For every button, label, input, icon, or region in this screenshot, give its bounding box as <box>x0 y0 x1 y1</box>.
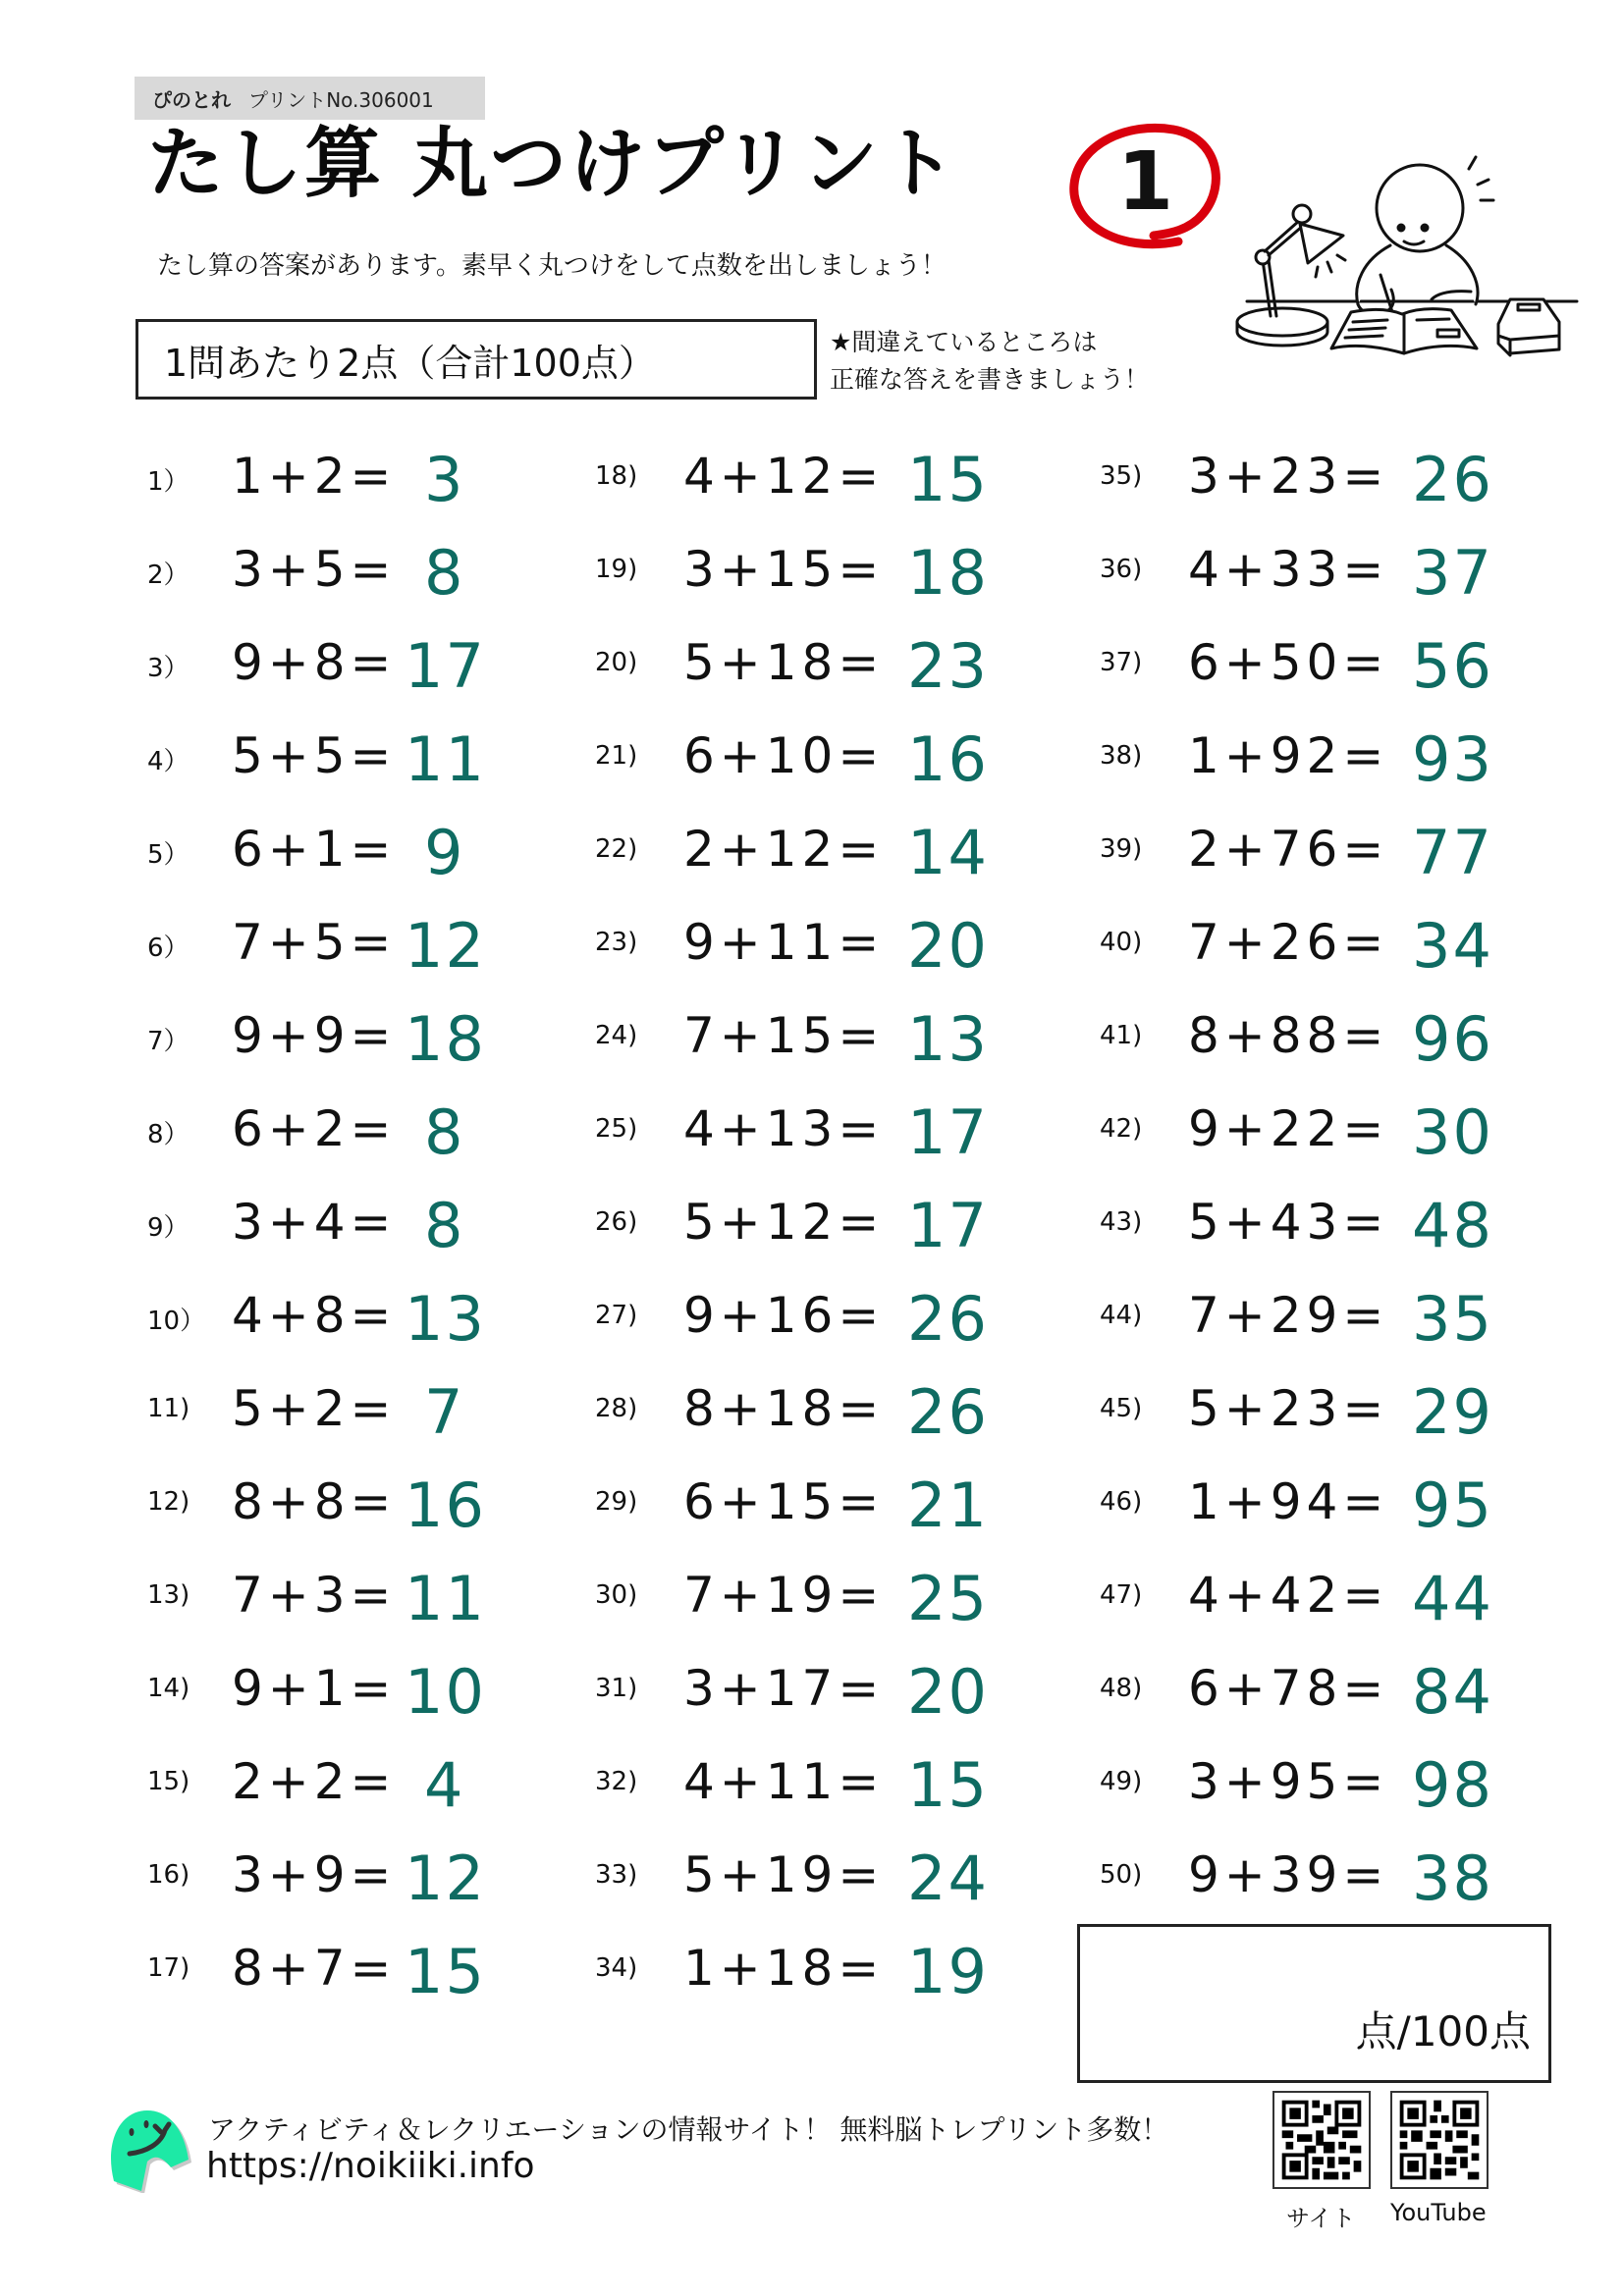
written-answer[interactable]: 25 <box>907 1563 989 1634</box>
problem-number: 21) <box>595 741 638 771</box>
problem-number: 14) <box>147 1674 190 1703</box>
problem-row <box>147 537 619 630</box>
problem-number: 3） <box>147 654 189 683</box>
problem-row <box>147 1469 619 1563</box>
written-answer[interactable]: 26 <box>907 1283 989 1355</box>
problem-row <box>595 1096 1066 1190</box>
problem-row <box>147 1563 619 1656</box>
written-answer[interactable]: 16 <box>907 723 989 795</box>
written-answer[interactable]: 84 <box>1412 1656 1493 1728</box>
written-answer[interactable]: 98 <box>1412 1749 1493 1821</box>
problem-number: 41) <box>1100 1021 1143 1050</box>
problem-equation: 4+8= <box>232 1287 397 1344</box>
written-answer[interactable]: 56 <box>1412 630 1493 702</box>
score-label: 点/100点 <box>1355 2007 1531 2056</box>
problem-row <box>147 1656 619 1749</box>
problem-number: 7） <box>147 1027 189 1056</box>
written-answer[interactable]: 95 <box>1412 1469 1493 1541</box>
qr-code-icon <box>1274 2093 1369 2187</box>
written-answer[interactable]: 4 <box>424 1749 465 1821</box>
print-number: プリントNo.306001 <box>248 87 434 112</box>
problem-number: 39) <box>1100 834 1143 864</box>
problem-number: 13) <box>147 1580 190 1610</box>
problem-number: 12) <box>147 1487 190 1517</box>
problem-number: 15) <box>147 1767 190 1796</box>
problem-row <box>147 1936 619 2029</box>
problem-number: 11) <box>147 1394 190 1423</box>
problem-row <box>595 537 1066 630</box>
problem-row <box>1100 1749 1571 1842</box>
studying-person-illustration <box>1206 147 1618 373</box>
written-answer[interactable]: 30 <box>1412 1096 1493 1168</box>
problem-number: 27) <box>595 1301 638 1330</box>
problem-equation: 5+2= <box>232 1380 397 1437</box>
worksheet-number-text: 1 <box>1117 135 1174 229</box>
problem-number: 22) <box>595 834 638 864</box>
problem-equation: 8+7= <box>232 1940 397 1997</box>
problem-number: 1） <box>147 467 189 497</box>
brand-name: ぴのとれ <box>152 87 231 112</box>
problem-equation: 1+2= <box>232 448 397 505</box>
problem-equation: 4+42= <box>1188 1567 1389 1624</box>
problem-number: 28) <box>595 1394 638 1423</box>
problem-equation: 2+12= <box>683 821 885 878</box>
written-answer[interactable]: 17 <box>907 1096 989 1168</box>
problem-row <box>147 910 619 1003</box>
problem-equation: 5+43= <box>1188 1194 1389 1251</box>
problem-equation: 4+33= <box>1188 541 1389 598</box>
problem-equation: 4+11= <box>683 1753 885 1810</box>
problem-equation: 9+8= <box>232 634 397 691</box>
problem-equation: 3+9= <box>232 1846 397 1903</box>
problem-row <box>595 444 1066 537</box>
points-info-box: 1問あたり2点（合計100点） <box>135 319 817 400</box>
written-answer[interactable]: 93 <box>1412 723 1493 795</box>
problem-number: 43) <box>1100 1207 1143 1237</box>
problem-equation: 8+18= <box>683 1380 885 1437</box>
problem-equation: 3+4= <box>232 1194 397 1251</box>
written-answer[interactable]: 15 <box>907 444 989 515</box>
problem-number: 34) <box>595 1953 638 1983</box>
problem-equation: 9+16= <box>683 1287 885 1344</box>
problem-equation: 7+5= <box>232 914 397 971</box>
footer-tagline: アクティビティ＆レクリエーションの情報サイト！ 無料脳トレプリント多数！ <box>208 2113 1169 2146</box>
problem-number: 6） <box>147 934 189 963</box>
problem-equation: 3+15= <box>683 541 885 598</box>
site-qr-code[interactable] <box>1272 2091 1371 2189</box>
problem-row <box>1100 1656 1571 1749</box>
problem-equation: 5+23= <box>1188 1380 1389 1437</box>
written-answer[interactable]: 13 <box>907 1003 989 1075</box>
problem-row <box>147 1376 619 1469</box>
print-number-badge <box>135 77 485 120</box>
written-answer[interactable]: 18 <box>405 1003 486 1075</box>
problem-equation: 2+76= <box>1188 821 1389 878</box>
written-answer[interactable]: 7 <box>424 1376 465 1448</box>
problem-equation: 3+17= <box>683 1660 885 1717</box>
problem-number: 19) <box>595 555 638 584</box>
written-answer[interactable]: 3 <box>424 444 465 515</box>
note-line-2: 正確な答えを書きましょう！ <box>830 365 1150 394</box>
problem-equation: 6+78= <box>1188 1660 1389 1717</box>
problem-row <box>1100 817 1571 910</box>
written-answer[interactable]: 29 <box>1412 1376 1493 1448</box>
problem-number: 38) <box>1100 741 1143 771</box>
problem-number: 46) <box>1100 1487 1143 1517</box>
written-answer[interactable]: 14 <box>907 817 989 888</box>
note-line-1: ★間違えているところは <box>830 328 1098 356</box>
problem-number: 18) <box>595 461 638 491</box>
problem-number: 30) <box>595 1580 638 1610</box>
problem-row <box>595 1749 1066 1842</box>
problem-row <box>1100 1003 1571 1096</box>
problem-equation: 9+22= <box>1188 1100 1389 1157</box>
qr-code-icon <box>1392 2093 1487 2187</box>
problem-equation: 1+18= <box>683 1940 885 1997</box>
written-answer[interactable]: 11 <box>405 1563 486 1634</box>
written-answer[interactable]: 8 <box>424 1190 465 1261</box>
problem-equation: 6+2= <box>232 1100 397 1157</box>
problem-equation: 9+9= <box>232 1007 397 1064</box>
problem-number: 49) <box>1100 1767 1143 1796</box>
problem-number: 29) <box>595 1487 638 1517</box>
written-answer[interactable]: 19 <box>907 1936 989 2007</box>
problem-row <box>595 910 1066 1003</box>
problem-row <box>595 723 1066 817</box>
problem-number: 26) <box>595 1207 638 1237</box>
problem-equation: 4+13= <box>683 1100 885 1157</box>
written-answer[interactable]: 38 <box>1412 1842 1493 1914</box>
problem-number: 16) <box>147 1860 190 1890</box>
problem-row <box>595 817 1066 910</box>
worksheet-number <box>1060 116 1227 253</box>
written-answer[interactable]: 12 <box>405 910 486 982</box>
problem-row <box>147 817 619 910</box>
problem-row <box>595 1003 1066 1096</box>
written-answer[interactable]: 11 <box>405 723 486 795</box>
problem-number: 36) <box>1100 555 1143 584</box>
problem-row <box>595 1283 1066 1376</box>
written-answer[interactable]: 37 <box>1412 537 1493 609</box>
written-answer[interactable]: 35 <box>1412 1283 1493 1355</box>
problem-equation: 9+11= <box>683 914 885 971</box>
written-answer[interactable]: 34 <box>1412 910 1493 982</box>
problem-number: 40) <box>1100 928 1143 957</box>
written-answer[interactable]: 12 <box>405 1842 486 1914</box>
problem-row <box>595 1190 1066 1283</box>
problem-number: 24) <box>595 1021 638 1050</box>
problem-row <box>1100 1376 1571 1469</box>
written-answer[interactable]: 77 <box>1412 817 1493 888</box>
problem-equation: 9+39= <box>1188 1846 1389 1903</box>
problem-equation: 7+26= <box>1188 914 1389 971</box>
problem-row <box>147 444 619 537</box>
problem-equation: 3+23= <box>1188 448 1389 505</box>
problem-equation: 6+1= <box>232 821 397 878</box>
problem-equation: 3+95= <box>1188 1753 1389 1810</box>
written-answer[interactable]: 96 <box>1412 1003 1493 1075</box>
problem-row <box>1100 444 1571 537</box>
problem-row <box>595 1376 1066 1469</box>
problem-row <box>595 1563 1066 1656</box>
written-answer[interactable]: 17 <box>405 630 486 702</box>
problem-equation: 6+15= <box>683 1473 885 1530</box>
problem-equation: 6+50= <box>1188 634 1389 691</box>
problem-number: 35) <box>1100 461 1143 491</box>
footer-url-link[interactable]: https://noikiiki.info <box>206 2146 535 2186</box>
problem-equation: 8+8= <box>232 1473 397 1530</box>
written-answer[interactable]: 21 <box>907 1469 989 1541</box>
problem-equation: 6+10= <box>683 727 885 784</box>
written-answer[interactable]: 44 <box>1412 1563 1493 1634</box>
problem-number: 9） <box>147 1213 189 1243</box>
youtube-qr-code[interactable] <box>1390 2091 1489 2189</box>
written-answer[interactable]: 48 <box>1412 1190 1493 1261</box>
problem-number: 42) <box>1100 1114 1143 1144</box>
problem-row <box>595 1936 1066 2029</box>
problem-row <box>1100 1563 1571 1656</box>
problem-number: 31) <box>595 1674 638 1703</box>
problem-number: 33) <box>595 1860 638 1890</box>
problem-number: 45) <box>1100 1394 1143 1423</box>
youtube-qr-label: YouTube <box>1390 2199 1487 2226</box>
written-answer[interactable]: 24 <box>907 1842 989 1914</box>
problem-number: 10） <box>147 1307 206 1336</box>
problem-row <box>595 1656 1066 1749</box>
problem-row <box>1100 723 1571 817</box>
problem-equation: 7+19= <box>683 1567 885 1624</box>
problem-equation: 5+5= <box>232 727 397 784</box>
problem-row <box>147 1096 619 1190</box>
written-answer[interactable]: 26 <box>907 1376 989 1448</box>
written-answer[interactable]: 17 <box>907 1190 989 1261</box>
problem-row <box>147 1842 619 1936</box>
problem-row <box>147 1283 619 1376</box>
problem-number: 17) <box>147 1953 190 1983</box>
problem-number: 23) <box>595 928 638 957</box>
problem-equation: 7+3= <box>232 1567 397 1624</box>
problem-row <box>1100 537 1571 630</box>
problem-row <box>1100 1190 1571 1283</box>
problem-row <box>1100 1842 1571 1936</box>
instructions: たし算の答案があります。素早く丸つけをして点数を出しましょう！ <box>157 251 947 281</box>
problem-equation: 9+1= <box>232 1660 397 1717</box>
problem-number: 20) <box>595 648 638 677</box>
problem-equation: 3+5= <box>232 541 397 598</box>
problem-row <box>147 1190 619 1283</box>
problem-row <box>147 1003 619 1096</box>
problem-number: 4） <box>147 747 189 776</box>
written-answer[interactable]: 16 <box>405 1469 486 1541</box>
problem-equation: 4+12= <box>683 448 885 505</box>
problem-number: 47) <box>1100 1580 1143 1610</box>
problem-equation: 5+12= <box>683 1194 885 1251</box>
page-title: たし算 丸つけプリント <box>147 120 959 208</box>
problem-number: 2） <box>147 561 189 590</box>
problem-equation: 2+2= <box>232 1753 397 1810</box>
score-box[interactable] <box>1077 1924 1551 2083</box>
written-answer[interactable]: 20 <box>907 910 989 982</box>
problem-row <box>1100 1096 1571 1190</box>
problem-equation: 1+94= <box>1188 1473 1389 1530</box>
problem-number: 50) <box>1100 1860 1143 1890</box>
problem-number: 5） <box>147 840 189 870</box>
problem-row <box>1100 630 1571 723</box>
problem-equation: 1+92= <box>1188 727 1389 784</box>
problem-number: 48) <box>1100 1674 1143 1703</box>
problem-equation: 7+29= <box>1188 1287 1389 1344</box>
written-answer[interactable]: 26 <box>1412 444 1493 515</box>
problem-row <box>595 1469 1066 1563</box>
noikiiki-logo-icon <box>102 2103 192 2193</box>
written-answer[interactable]: 15 <box>405 1936 486 2007</box>
problem-equation: 8+88= <box>1188 1007 1389 1064</box>
problem-equation: 5+18= <box>683 634 885 691</box>
problem-row <box>595 630 1066 723</box>
written-answer[interactable]: 8 <box>424 1096 465 1168</box>
written-answer[interactable]: 18 <box>907 537 989 609</box>
problem-number: 25) <box>595 1114 638 1144</box>
problem-row <box>147 723 619 817</box>
problem-row <box>1100 1469 1571 1563</box>
written-answer[interactable]: 20 <box>907 1656 989 1728</box>
written-answer[interactable]: 10 <box>405 1656 486 1728</box>
written-answer[interactable]: 15 <box>907 1749 989 1821</box>
problem-number: 8） <box>147 1120 189 1149</box>
written-answer[interactable]: 23 <box>907 630 989 702</box>
problem-number: 44) <box>1100 1301 1143 1330</box>
written-answer[interactable]: 8 <box>424 537 465 609</box>
problem-row <box>595 1842 1066 1936</box>
problem-equation: 7+15= <box>683 1007 885 1064</box>
problem-number: 32) <box>595 1767 638 1796</box>
correction-note <box>830 324 1149 399</box>
written-answer[interactable]: 9 <box>424 817 465 888</box>
site-qr-label: サイト <box>1286 2205 1356 2232</box>
problem-number: 37) <box>1100 648 1143 677</box>
problem-row <box>1100 910 1571 1003</box>
problem-equation: 5+19= <box>683 1846 885 1903</box>
written-answer[interactable]: 13 <box>405 1283 486 1355</box>
problem-row <box>147 1749 619 1842</box>
problem-row <box>147 630 619 723</box>
problem-row <box>1100 1283 1571 1376</box>
